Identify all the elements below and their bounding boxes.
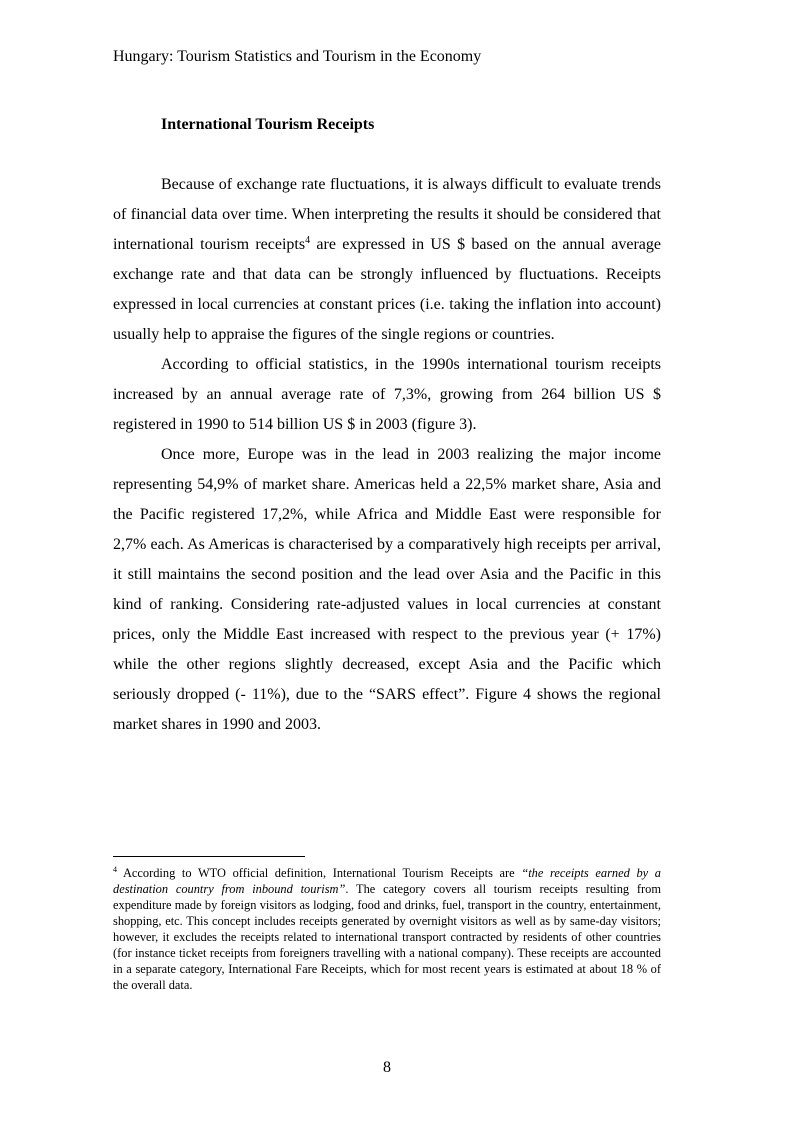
paragraph-statistics: According to official statistics, in the 1990s international tourism receipts increased by an annual average rate of 7,3%, growing from 264 billion US $ registered in 1990 to 514 billion US $ in 2003 (figure 3). [113,356,661,433]
body-text [113,170,661,740]
paragraph-text: Because of exchange rate fluctuations, it is always difficult to evaluate trends of financial data over time. When interpreting the results it should be considered that international tourism receipts [113,176,661,253]
page-number: 8 [383,1059,391,1076]
running-header: Hungary: Tourism Statistics and Tourism in the Economy [113,48,482,65]
footnote-separator [113,856,305,857]
footnote-quote: “the receipts earned by a destination country from inbound tourism” [113,866,661,896]
footnote-reference: 4 [305,235,311,246]
paragraph-exchange-rates [113,170,661,350]
footnote-text: According to WTO official definition, International Tourism Receipts are [117,866,522,880]
footnote-text: . The category covers all tourism receipts resulting from expenditure made by foreign visitors as lodging, food and drinks, fuel, transport in the country, entertainment, shopping, etc. This concept includes receipts generated by overnight visitors as well as by same-day visitors; however, it excludes the receipts related to international transport contracted by residents of other countries (for instance ticket receipts from foreigners travelling with a national company). These receipts are accounted in a separate category, International Fare Receipts, which for most recent years is estimated at about 18 % of the overall data. [113,882,661,992]
paragraph-text: are expressed in US $ based on the annual average exchange rate and that data can be strongly influenced by fluctuations. Receipts expressed in local currencies at constant prices (i.e. taking the inflation into account) usually help to appraise the figures of the single regions or countries. [113,236,662,343]
footnote-number: 4 [113,865,117,874]
footnote [113,865,661,993]
paragraph-regional-shares: Once more, Europe was in the lead in 2003 realizing the major income representing 54,9% of market share. Americas held a 22,5% market share, Asia and the Pacific registered 17,2%, while Africa and Middle East were responsible for 2,7% each. As Americas is characterised by a comparatively high receipts per arrival, it still maintains the second position and the lead over Asia and the Pacific in this kind of ranking. Considering rate-adjusted values in local currencies at constant prices, only the Middle East increased with respect to the previous year (+ 17%) while the other regions slightly decreased, except Asia and the Pacific which seriously dropped (- 11%), due to the “SARS effect”. Figure 4 shows the regional market shares in 1990 and 2003. [113,446,661,733]
section-title: International Tourism Receipts [161,116,375,133]
